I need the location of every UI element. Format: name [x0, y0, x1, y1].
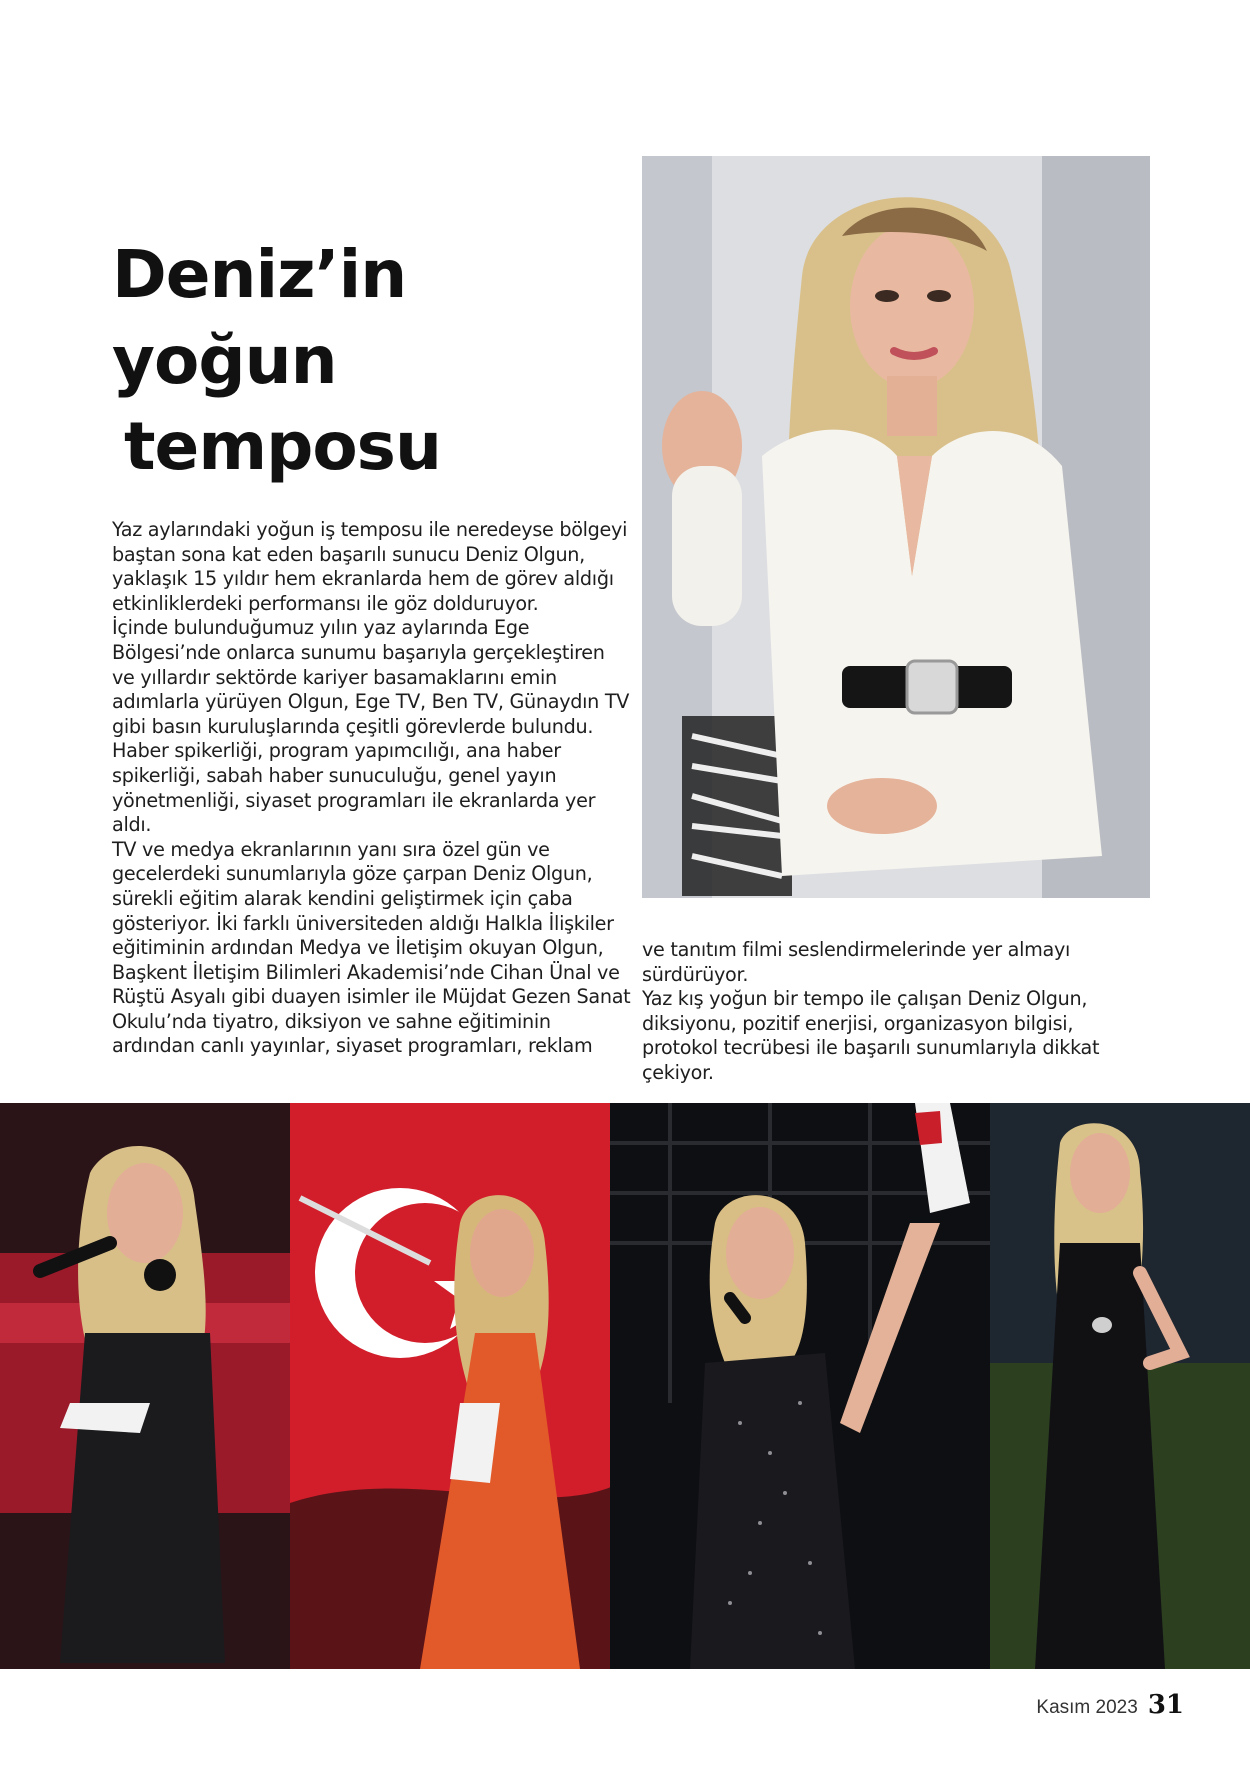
event-photo-3-illustration — [610, 1103, 1000, 1669]
event-photo-2-illustration — [290, 1103, 620, 1669]
article-column-1 — [112, 518, 632, 1059]
paragraph-5: Yaz kış yoğun bir tempo ile çalışan Deniz Olgun, diksiyonu, pozitif enerjisi, organizasyon bilgisi, protokol tecrübesi ile başarılı sunumlarıyla dikkat çekiyor. — [642, 987, 1100, 1084]
headline-line-2: yoğun — [112, 322, 337, 399]
page-footer — [1036, 1690, 1184, 1720]
paragraph-4: ve tanıtım filmi seslendirmelerinde yer almayı sürdürüyor. — [642, 938, 1071, 986]
issue-date: Kasım 2023 — [1036, 1697, 1138, 1718]
paragraph-1: Yaz aylarındaki yoğun iş temposu ile neredeyse bölgeyi baştan sona kat eden başarılı sunucu Deniz Olgun, yaklaşık 15 yıldır hem ekranlarda hem de görev aldığı etkinliklerdeki performansı ile göz dolduruyor. — [112, 518, 628, 615]
event-photo-4-illustration — [990, 1103, 1250, 1669]
page-number: 31 — [1147, 1690, 1184, 1720]
article-column-2 — [642, 938, 1122, 1086]
headline-line-3: temposu — [124, 408, 441, 485]
portrait-photo — [642, 156, 1150, 898]
event-photo-2 — [290, 1103, 620, 1669]
article-headline — [112, 232, 632, 490]
portrait-illustration — [642, 156, 1150, 898]
event-photo-4 — [990, 1103, 1250, 1669]
event-photo-1-illustration — [0, 1103, 300, 1669]
event-photo-3 — [610, 1103, 1000, 1669]
event-photo-1 — [0, 1103, 300, 1669]
paragraph-2: İçinde bulunduğumuz yılın yaz aylarında Ege Bölgesi’nde onlarca sunumu başarıyla gerçekleştiren ve yıllardır sektörde kariyer basamaklarını emin adımlarla yürüyen Olgun, Ege TV, Ben TV, Günaydın TV gibi basın kuruluşlarında çeşitli görevlerde bulundu. Haber spikerliği, program yapımcılığı, ana haber spikerliği, sabah haber sunuculuğu, genel yayın yönetmenliği, siyaset programları ile ekranlarda yer aldı. — [112, 616, 630, 837]
event-photo-strip — [0, 1103, 1250, 1669]
headline-line-1: Deniz’in — [112, 236, 407, 313]
paragraph-3: TV ve medya ekranlarının yanı sıra özel gün ve gecelerdeki sunumlarıyla göze çarpan Deniz Olgun, sürekli eğitim alarak kendini geliştirmek için çaba gösteriyor. İki farklı üniversiteden aldığı Halkla İlişkiler eğitiminin ardından Medya ve İletişim okuyan Olgun, Başkent İletişim Bilimleri Akademisi’nde Cihan Ünal ve Rüştü Asyalı gibi duayen isimler ile Müjdat Gezen Sanat Okulu’nda tiyatro, diksiyon ve sahne eğitiminin ardından canlı yayınlar, siyaset programları, reklam — [112, 837, 631, 1058]
